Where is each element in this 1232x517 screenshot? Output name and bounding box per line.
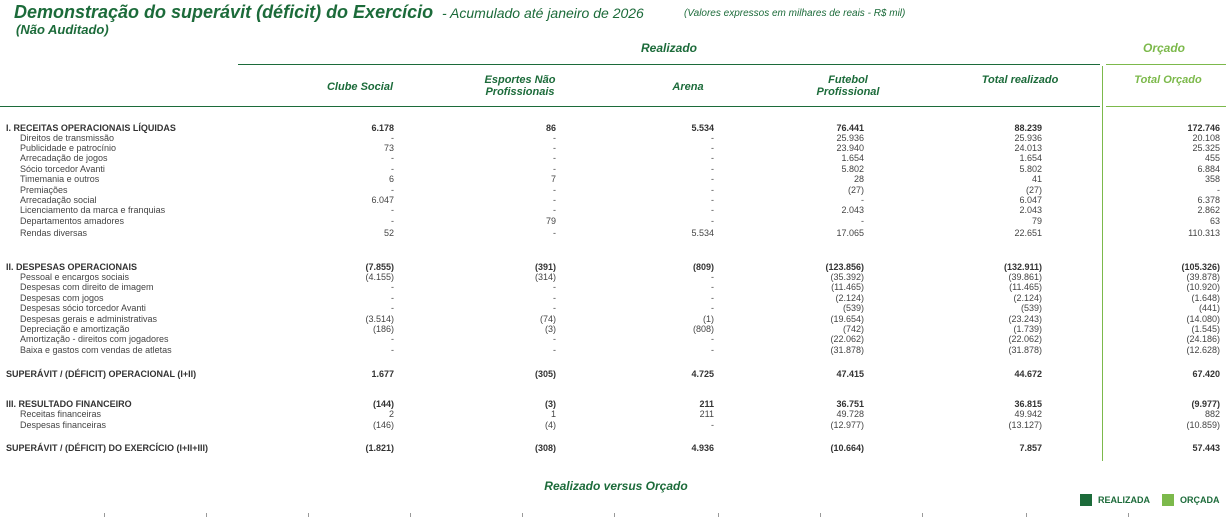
cell-value: - [711, 133, 714, 143]
cell-value: - [553, 195, 556, 205]
cell-value: 73 [383, 143, 394, 153]
table-row [0, 443, 1232, 454]
cell-value: (10.920) [1186, 282, 1220, 292]
cell-value: 2.862 [1197, 205, 1220, 215]
cell-value: (10.664) [830, 443, 864, 453]
cell-value: - [553, 143, 556, 153]
cell-value: - [391, 164, 394, 174]
cell-value: 211 [699, 399, 714, 409]
cell-value: 57.443 [1192, 443, 1220, 453]
realizado-rule [238, 64, 1100, 65]
cell-value: 63 [1209, 216, 1220, 226]
row-label: Arrecadação de jogos [20, 153, 108, 163]
cell-value: 6.178 [371, 123, 394, 133]
row-label: Sócio torcedor Avanti [20, 164, 105, 174]
cell-value: (22.062) [830, 334, 864, 344]
row-label: Departamentos amadores [20, 216, 125, 226]
row-label: Depreciação e amortização [20, 324, 130, 334]
cell-value: (1.545) [1191, 324, 1220, 334]
cell-value: 2.043 [1019, 205, 1042, 215]
row-label: Premiações [20, 185, 68, 195]
row-label: Arrecadação social [20, 195, 97, 205]
table-row [0, 345, 1232, 356]
cell-value: - [553, 164, 556, 174]
table-row [0, 228, 1232, 239]
axis-tick [614, 513, 615, 517]
cell-value: (3) [545, 399, 556, 409]
cell-value: (2.124) [835, 293, 864, 303]
cell-value: (1.739) [1013, 324, 1042, 334]
row-label: Timemania e outros [20, 174, 100, 184]
cell-value: (144) [372, 399, 394, 409]
legend-realizada-swatch [1080, 494, 1092, 506]
cell-value: - [711, 195, 714, 205]
cell-value: - [391, 303, 394, 313]
cell-value: 2 [388, 409, 394, 419]
cell-value: 25.936 [1014, 133, 1042, 143]
cell-value: (31.878) [830, 345, 864, 355]
cell-value: 2.043 [841, 205, 864, 215]
cell-value: 1 [550, 409, 556, 419]
row-label: Despesas gerais e administrativas [20, 314, 158, 324]
orcado-header-bottom-rule [1106, 106, 1226, 107]
axis-tick [718, 513, 719, 517]
cell-value: 1.654 [1019, 153, 1042, 163]
cell-value: - [711, 345, 714, 355]
cell-value: 7.857 [1019, 443, 1042, 453]
cell-value: (3) [545, 324, 556, 334]
table-row [0, 334, 1232, 345]
cell-value: 36.815 [1014, 399, 1042, 409]
cell-value: 882 [1204, 409, 1220, 419]
cell-value: (11.465) [831, 282, 864, 292]
cell-value: 25.325 [1192, 143, 1220, 153]
cell-value: - [711, 420, 714, 430]
cell-value: (24.186) [1186, 334, 1220, 344]
cell-value: 17.065 [836, 228, 864, 238]
cell-value: - [553, 153, 556, 163]
cell-value: 49.942 [1014, 409, 1042, 419]
legend-orcada-label: ORÇADA [1180, 495, 1220, 505]
row-label: II. DESPESAS OPERACIONAIS [6, 262, 138, 272]
cell-value: (3.514) [365, 314, 394, 324]
cell-value: (74) [539, 314, 556, 324]
axis-tick [922, 513, 923, 517]
cell-value: 79 [545, 216, 556, 226]
row-label: Despesas financeiras [20, 420, 107, 430]
cell-value: 76.441 [836, 123, 864, 133]
cell-value: 23.940 [836, 143, 864, 153]
col-clube-social: Clube Social [326, 81, 394, 93]
col-total-orcado: Total Orçado [1134, 74, 1202, 86]
cell-value: (1.648) [1191, 293, 1220, 303]
axis-tick [410, 513, 411, 517]
cell-value: 455 [1204, 153, 1220, 163]
cell-value: - [711, 334, 714, 344]
table-row [0, 205, 1232, 216]
cell-value: 24.013 [1014, 143, 1042, 153]
cell-value: 49.728 [836, 409, 864, 419]
cell-value: - [391, 282, 394, 292]
cell-value: - [861, 216, 864, 226]
axis-tick [104, 513, 105, 517]
cell-value: - [391, 216, 394, 226]
cell-value: 7 [550, 174, 556, 184]
cell-value: (27) [1025, 185, 1042, 195]
cell-value: - [391, 133, 394, 143]
cell-value: - [711, 205, 714, 215]
axis-tick [308, 513, 309, 517]
cell-value: 172.746 [1187, 123, 1220, 133]
cell-value: 79 [1031, 216, 1042, 226]
cell-value: 41 [1031, 174, 1042, 184]
row-label: Despesas sócio torcedor Avanti [20, 303, 146, 313]
cell-value: - [711, 216, 714, 226]
cell-value: - [391, 345, 394, 355]
cell-value: (2.124) [1013, 293, 1042, 303]
cell-value: (39.861) [1008, 272, 1042, 282]
cell-value: 6.378 [1197, 195, 1220, 205]
cell-value: - [711, 174, 714, 184]
col-esportes: Esportes Não Profissionais [484, 74, 556, 98]
cell-value: 44.672 [1014, 369, 1042, 379]
page-subtitle: - Acumulado até janeiro de 2026 [442, 5, 644, 21]
row-label: SUPERÁVIT / (DÉFICIT) OPERACIONAL (I+II) [6, 369, 197, 379]
cell-value: (22.062) [1008, 334, 1042, 344]
cell-value: - [553, 228, 556, 238]
cell-value: (808) [692, 324, 714, 334]
cell-value: (146) [372, 420, 394, 430]
cell-value: 5.802 [841, 164, 864, 174]
cell-value: - [391, 153, 394, 163]
cell-value: (39.878) [1186, 272, 1220, 282]
cell-value: (441) [1198, 303, 1220, 313]
cell-value: (132.911) [1003, 262, 1042, 272]
cell-value: (539) [842, 303, 864, 313]
cell-value: 5.534 [691, 228, 714, 238]
cell-value: - [553, 282, 556, 292]
row-label: Baixa e gastos com vendas de atletas [20, 345, 172, 355]
cell-value: (23.243) [1008, 314, 1042, 324]
row-label: SUPERÁVIT / (DÉFICIT) DO EXERCÍCIO (I+II+III) [6, 443, 209, 453]
cell-value: (10.859) [1186, 420, 1220, 430]
cell-value: (35.392) [830, 272, 864, 282]
cell-value: (105.326) [1181, 262, 1220, 272]
row-label: Licenciamento da marca e franquias [20, 205, 166, 215]
cell-value: - [391, 334, 394, 344]
cell-value: - [711, 303, 714, 313]
cell-value: - [553, 185, 556, 195]
table-row [0, 369, 1232, 380]
cell-value: (308) [534, 443, 556, 453]
cell-value: (9.977) [1191, 399, 1220, 409]
cell-value: - [391, 185, 394, 195]
cell-value: (314) [534, 272, 556, 282]
cell-value: (186) [372, 324, 394, 334]
cell-value: 6 [388, 174, 394, 184]
cell-value: 358 [1204, 174, 1220, 184]
table-row [0, 303, 1232, 314]
cell-value: (123.856) [825, 262, 864, 272]
audit-note: (Não Auditado) [16, 22, 109, 37]
table-row [0, 409, 1232, 420]
cell-value: - [711, 153, 714, 163]
row-label: Pessoal e encargos sociais [20, 272, 130, 282]
cell-value: 22.651 [1014, 228, 1042, 238]
col-futebol: Futebol Profissional [816, 74, 880, 98]
row-label: I. RECEITAS OPERACIONAIS LÍQUIDAS [6, 123, 176, 133]
page-title: Demonstração do superávit (déficit) do Exercício [14, 2, 434, 22]
cell-value: (4.155) [365, 272, 394, 282]
cell-value: (12.977) [830, 420, 864, 430]
cell-value: 6.047 [371, 195, 394, 205]
cell-value: (12.628) [1186, 345, 1220, 355]
chart-section-title: Realizado versus Orçado [544, 479, 688, 493]
cell-value: 4.936 [691, 443, 714, 453]
cell-value: (809) [692, 262, 714, 272]
row-label: Amortização - direitos com jogadores [20, 334, 169, 344]
row-label: Despesas com direito de imagem [20, 282, 154, 292]
axis-tick [522, 513, 523, 517]
cell-value: - [553, 293, 556, 303]
table-row [0, 216, 1232, 227]
cell-value: (27) [847, 185, 864, 195]
cell-value: - [553, 345, 556, 355]
row-label: Direitos de transmissão [20, 133, 115, 143]
table-row [0, 282, 1232, 293]
row-label: III. RESULTADO FINANCEIRO [6, 399, 132, 409]
cell-value: - [1217, 185, 1220, 195]
cell-value: (391) [534, 262, 556, 272]
cell-value: (14.080) [1186, 314, 1220, 324]
cell-value: - [711, 272, 714, 282]
cell-value: (1) [703, 314, 714, 324]
cell-value: 52 [383, 228, 394, 238]
cell-value: - [553, 205, 556, 215]
cell-value: - [711, 143, 714, 153]
row-label: Receitas financeiras [20, 409, 102, 419]
row-label: Despesas com jogos [20, 293, 104, 303]
legend-orcada-swatch [1162, 494, 1174, 506]
cell-value: (305) [534, 369, 556, 379]
col-total-realizado: Total realizado [981, 74, 1059, 86]
cell-value: - [861, 195, 864, 205]
cell-value: (1.821) [365, 443, 394, 453]
orcado-rule [1106, 64, 1226, 65]
units-note: (Valores expressos em milhares de reais - R$ mil) [684, 8, 906, 19]
cell-value: 1.654 [841, 153, 864, 163]
cell-value: 1.677 [371, 369, 394, 379]
col-arena: Arena [672, 81, 704, 93]
table-row [0, 153, 1232, 164]
cell-value: 47.415 [836, 369, 864, 379]
cell-value: 110.313 [1188, 228, 1220, 238]
cell-value: 20.108 [1192, 133, 1220, 143]
cell-value: 28 [853, 174, 864, 184]
cell-value: - [711, 164, 714, 174]
axis-tick [1026, 513, 1027, 517]
cell-value: (13.127) [1008, 420, 1042, 430]
header-bottom-rule [0, 106, 1100, 107]
group-realizado: Realizado [640, 41, 697, 55]
cell-value: 6.884 [1197, 164, 1220, 174]
cell-value: (19.654) [830, 314, 864, 324]
cell-value: - [553, 303, 556, 313]
cell-value: - [711, 185, 714, 195]
cell-value: (11.465) [1009, 282, 1042, 292]
cell-value: 25.936 [836, 133, 864, 143]
cell-value: 211 [699, 409, 714, 419]
group-orcado: Orçado [1142, 41, 1185, 55]
axis-tick [1128, 513, 1129, 517]
table-row [0, 174, 1232, 185]
axis-tick [206, 513, 207, 517]
table-row [0, 420, 1232, 431]
cell-value: 36.751 [836, 399, 864, 409]
legend-realizada-label: REALIZADA [1098, 495, 1150, 505]
cell-value: - [553, 334, 556, 344]
row-label: Publicidade e patrocínio [20, 143, 117, 153]
cell-value: (742) [842, 324, 864, 334]
cell-value: 6.047 [1019, 195, 1042, 205]
row-label: Rendas diversas [20, 228, 88, 238]
axis-tick [820, 513, 821, 517]
cell-value: 5.802 [1019, 164, 1042, 174]
cell-value: 88.239 [1014, 123, 1042, 133]
cell-value: - [391, 205, 394, 215]
cell-value: (539) [1020, 303, 1042, 313]
cell-value: (7.855) [365, 262, 394, 272]
cell-value: (31.878) [1008, 345, 1042, 355]
cell-value: - [391, 293, 394, 303]
cell-value: 5.534 [691, 123, 714, 133]
cell-value: 4.725 [691, 369, 714, 379]
cell-value: - [711, 282, 714, 292]
cell-value: (4) [545, 420, 556, 430]
cell-value: 67.420 [1192, 369, 1220, 379]
cell-value: - [553, 133, 556, 143]
cell-value: - [711, 293, 714, 303]
cell-value: 86 [545, 123, 556, 133]
